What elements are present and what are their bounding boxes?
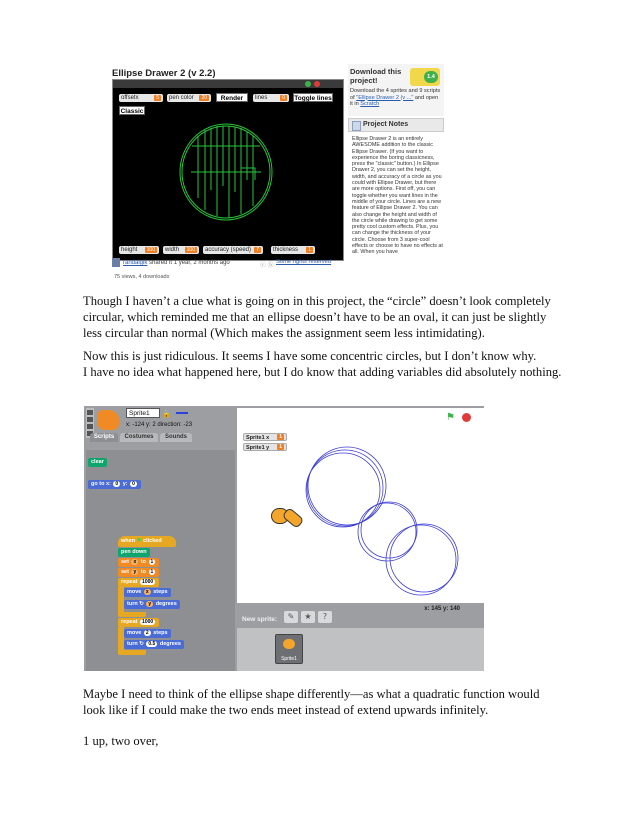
project-stage (112, 79, 344, 261)
cut-icon[interactable] (87, 424, 93, 429)
user-link[interactable]: randalgik (123, 260, 148, 266)
paragraph-2 (83, 348, 563, 380)
shared-by (123, 260, 230, 266)
block-text: go to x: (91, 481, 111, 487)
paragraph-2-line-2: I have no idea what happened here, but I do know that adding variables did absolutely nothing. (83, 365, 562, 380)
block-text: move (127, 630, 142, 636)
when-flag-clicked-block[interactable] (118, 536, 176, 547)
block-slot[interactable]: y (148, 601, 152, 607)
monitor-value: 0 (282, 95, 285, 101)
pen-down-block[interactable]: pen down (118, 548, 150, 557)
project-notes-header (348, 118, 444, 132)
stage-canvas[interactable] (237, 408, 484, 603)
block-slot[interactable]: 0 (115, 481, 119, 487)
block-text: to (140, 569, 146, 575)
monitor-value: 5 (156, 95, 159, 101)
monitor-height (119, 246, 159, 254)
monitor-accuracy (203, 246, 263, 254)
monitor-value: 100 (186, 247, 195, 253)
monitor-label: offsetx (121, 95, 139, 101)
project-sidebar (348, 64, 446, 264)
download-description (350, 88, 442, 108)
scratch-download-icon[interactable] (410, 68, 440, 86)
tab-sounds[interactable]: Sounds (160, 433, 192, 442)
monitor-label: Sprite1 y (246, 445, 270, 451)
clear-block[interactable]: clear (88, 458, 107, 467)
turn-block-2[interactable] (124, 640, 184, 649)
sprite-name-field[interactable]: Sprite1 (126, 408, 160, 418)
block-text: steps (153, 589, 168, 595)
block-text: move (127, 589, 142, 595)
block-text: set (121, 569, 129, 575)
monitor-value: 20 (201, 95, 207, 101)
block-slot[interactable]: 1 (150, 559, 154, 565)
download-title[interactable]: Download this project! (350, 67, 402, 85)
paint-sprite-icon[interactable]: ✎ (284, 611, 298, 623)
scripts-area[interactable] (86, 450, 235, 671)
block-text: to (140, 559, 146, 565)
download-count: 75 views, 4 downloads (114, 274, 170, 280)
block-slot[interactable]: 1000 (142, 579, 154, 585)
cat-thumb-icon (283, 639, 295, 649)
download-text: and open it in (350, 94, 439, 107)
stamp-icon[interactable] (87, 417, 93, 422)
rotate-right-icon: ↻ (139, 601, 144, 607)
block-slot[interactable]: 0.5 (148, 641, 156, 647)
monitor-value: 100 (146, 247, 155, 253)
download-project-link[interactable]: "Ellipse Drawer 2 (v ..." (356, 94, 414, 101)
block-text: repeat (121, 579, 138, 585)
monitor-label: width (165, 247, 180, 253)
project-title: Ellipse Drawer 2 (v 2.2) (112, 68, 216, 79)
block-slot[interactable]: 0 (132, 481, 135, 487)
choose-sprite-icon[interactable]: ★ (301, 611, 315, 623)
ellipse-drawing (113, 80, 343, 260)
monitor-label: accuracy (speed) (205, 247, 252, 253)
block-text: set (121, 559, 129, 565)
scratch-cat-sprite[interactable] (269, 502, 303, 532)
classic-button[interactable]: Classic (120, 108, 144, 115)
block-text: when (121, 538, 136, 544)
notes-title: Project Notes (363, 121, 409, 128)
paragraph-3: Maybe I need to think of the ellipse shape differently—as what a quadratic function would look like if I could make the two ends meet instead of extend upwards infinitely. (83, 687, 540, 718)
move-block-2[interactable] (124, 629, 171, 638)
direction-line-icon (176, 412, 188, 414)
block-text: turn (127, 601, 138, 607)
cat-body (281, 507, 304, 529)
monitor-label: pen color (169, 95, 194, 101)
block-text: steps (153, 630, 168, 636)
shared-by-text: shared it 1 year, 2 months ago (147, 260, 230, 266)
block-slot[interactable]: 1 (150, 569, 154, 575)
block-slot[interactable]: 1000 (142, 619, 154, 625)
sprite-coords: x: -124 y: 2 direction: -23 (126, 422, 193, 428)
sprite-thumbnail-label: Sprite1 (281, 656, 297, 662)
block-text: y: (122, 481, 128, 487)
project-notes-text: Ellipse Drawer 2 is an entirely AWESOME addition to the classic Ellipse Drawer. (If you want to experience the boring classicness, press the "classic" button.) In Ellipse Drawer 2, you can set the height, width, and accuracy of a circle as you could with Ellipse Drawer, but there are more options. First off, you can toggle whether you want lines in the middle of your circle. Lines are a new feature of Ellipse Drawer 2. You can also change the height and width of the circle while drawing to get some pretty cool custom effects. Plus, you can change the thickness of your circle. Choose from 3 super-cool effects or choose to have no effects at all. When you have (352, 136, 443, 256)
monitor-label: Sprite1 x (246, 435, 270, 441)
monitor-label: thickness (273, 247, 299, 253)
repeat-2-foot (118, 650, 146, 655)
repeat-block-2[interactable] (118, 618, 159, 627)
block-text: degrees (159, 641, 181, 647)
monitor-value: 7 (256, 247, 259, 253)
block-text: degrees (155, 601, 177, 607)
set-x-block[interactable] (118, 558, 159, 567)
monitor-label: lines (255, 95, 268, 101)
block-slot[interactable]: x (145, 589, 149, 595)
tab-costumes[interactable]: Costumes (120, 433, 158, 442)
new-sprite-label: New sprite: (242, 616, 278, 623)
monitor-label: height (121, 247, 138, 253)
block-slot[interactable]: y (133, 569, 137, 575)
download-box (348, 64, 444, 116)
paragraph-2-line-1: Now this is just ridiculous. It seems I have some concentric circles, but I don’t know why. (83, 349, 537, 363)
random-sprite-icon[interactable]: ? (318, 611, 332, 623)
green-flag-icon[interactable]: ⚑ (446, 412, 455, 423)
ellipse-drawer-screenshot (110, 62, 446, 282)
lock-icon[interactable]: 🔒 (162, 411, 171, 418)
block-text: clicked (143, 538, 162, 544)
go-to-block[interactable] (88, 480, 141, 489)
scratch-link[interactable]: Scratch (360, 101, 380, 107)
paragraph-4: 1 up, two over, (83, 734, 159, 748)
monitor-value: 1 (279, 434, 282, 440)
monitor-width (163, 246, 199, 254)
block-slot[interactable]: 2 (145, 630, 149, 636)
set-y-block[interactable] (118, 568, 159, 577)
green-flag-icon: ⚑ (136, 538, 142, 544)
mouse-coords: x: 145 y: 140 (424, 606, 460, 612)
rotate-right-icon: ↻ (139, 641, 144, 647)
turn-block-1[interactable] (124, 600, 180, 609)
scratch-editor-screenshot (84, 406, 484, 671)
arrow-icon[interactable] (87, 410, 93, 415)
paragraph-1: Though I haven’t a clue what is going on in this project, the “circle” doesn’t look completely circular, which reminded me that an ellipse doesn’t have to be an oval, it can just be slightly less circular than normal (Which makes the assignment seem less intimidating). (83, 294, 551, 341)
repeat-block-1[interactable] (118, 578, 159, 587)
render-button[interactable]: Render (216, 93, 248, 102)
version-badge: 1.4 (424, 71, 438, 83)
repeat-1-foot (118, 612, 146, 617)
block-text: turn (127, 641, 138, 647)
block-slot[interactable]: x (133, 559, 137, 565)
toggle-lines-button[interactable]: Toggle lines (294, 95, 332, 102)
sprite-icon (97, 410, 119, 430)
notes-icon (352, 121, 361, 131)
monitor-thickness (271, 246, 315, 254)
move-block-1[interactable] (124, 588, 171, 597)
rights-link[interactable]: Some rights reserved (276, 259, 332, 265)
creative-commons-icon: ⓒ ⓑ (260, 263, 274, 269)
tab-scripts[interactable]: Scripts (90, 433, 118, 442)
block-text: repeat (121, 619, 138, 625)
download-text: Download the 4 sprites and 9 scripts of (350, 88, 441, 101)
monitor-value: 1 (308, 247, 311, 253)
user-avatar[interactable] (112, 258, 120, 267)
monitor-value: 1 (279, 444, 282, 450)
